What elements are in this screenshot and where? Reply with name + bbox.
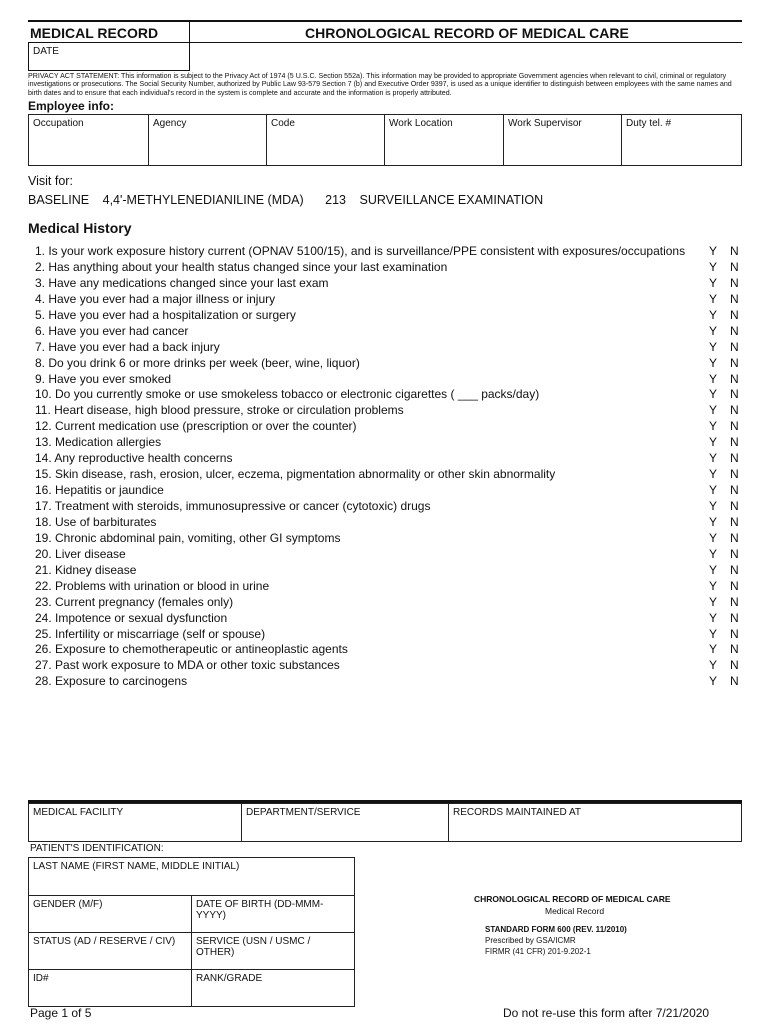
visit-for-label: Visit for: xyxy=(28,174,73,188)
question-row xyxy=(35,435,743,451)
no-option[interactable]: N xyxy=(730,546,739,561)
question-text: 2. Has anything about your health status changed since your last examination xyxy=(35,259,448,274)
no-option[interactable]: N xyxy=(730,435,739,450)
yes-option[interactable]: Y xyxy=(709,578,718,593)
yes-option[interactable]: Y xyxy=(709,642,718,657)
question-row xyxy=(35,483,743,499)
no-option[interactable]: N xyxy=(730,499,739,513)
question-text: 7. Have you ever had a back injury xyxy=(35,339,220,354)
yes-option[interactable]: Y xyxy=(709,562,718,577)
yes-option[interactable]: Y xyxy=(709,483,718,498)
date-box-left xyxy=(28,42,29,71)
no-option[interactable]: N xyxy=(730,562,739,577)
patient-identification-heading: PATIENT'S IDENTIFICATION: xyxy=(30,843,164,854)
question-text: 6. Have you ever had cancer xyxy=(35,323,189,338)
medical-facility-field[interactable]: MEDICAL FACILITY xyxy=(29,804,242,842)
question-row xyxy=(35,451,743,467)
question-text: 4. Have you ever had a major illness or injury xyxy=(35,291,276,306)
agency-field[interactable]: Agency xyxy=(149,115,267,166)
yes-option[interactable]: Y xyxy=(709,259,718,274)
yes-option[interactable]: Y xyxy=(709,658,718,673)
question-text: 21. Kidney disease xyxy=(35,562,137,577)
no-option[interactable]: N xyxy=(730,275,739,290)
question-text: 18. Use of barbiturates xyxy=(35,514,157,529)
question-row xyxy=(35,356,743,372)
no-option[interactable]: N xyxy=(730,244,739,258)
question-text: 22. Problems with urination or blood in urine xyxy=(35,578,270,593)
question-text: 28. Exposure to carcinogens xyxy=(35,674,188,689)
yes-option[interactable]: Y xyxy=(709,546,718,561)
visit-exam: SURVEILLANCE EXAMINATION xyxy=(359,193,544,207)
question-row xyxy=(35,403,743,419)
chronological-record-title: CHRONOLOGICAL RECORD OF MEDICAL CARE xyxy=(305,25,629,41)
no-option[interactable]: N xyxy=(730,467,739,482)
yes-option[interactable]: Y xyxy=(709,674,718,689)
dob-field[interactable]: DATE OF BIRTH (DD-MMM-YYYY) xyxy=(192,896,355,933)
question-row xyxy=(35,642,743,658)
yes-option[interactable]: Y xyxy=(709,530,718,545)
work-location-field[interactable]: Work Location xyxy=(385,115,504,166)
no-option[interactable]: N xyxy=(730,387,739,402)
firmr-reference: FIRMR (41 CFR) 201-9.202-1 xyxy=(485,947,591,956)
no-option[interactable]: N xyxy=(730,291,739,306)
question-text: 3. Have any medications changed since your last exam xyxy=(35,275,329,290)
header-top-rule xyxy=(28,20,742,22)
question-text: 5. Have you ever had a hospitalization or surgery xyxy=(35,307,296,322)
question-text: 13. Medication allergies xyxy=(35,435,162,450)
department-service-field[interactable]: DEPARTMENT/SERVICE xyxy=(242,804,449,842)
question-row xyxy=(35,658,743,674)
question-text: 1. Is your work exposure history current (OPNAV 5100/15), and is surveillance/PPE consistent with exposures/occupations xyxy=(35,244,686,258)
rank-grade-field[interactable]: RANK/GRADE xyxy=(192,970,355,1007)
no-option[interactable]: N xyxy=(730,530,739,545)
question-row xyxy=(35,515,743,531)
work-supervisor-field[interactable]: Work Supervisor xyxy=(504,115,622,166)
visit-code: 213 xyxy=(325,193,347,207)
medical-record-title: MEDICAL RECORD xyxy=(30,25,159,41)
no-option[interactable]: N xyxy=(730,578,739,593)
question-row xyxy=(35,276,743,292)
duty-tel-field[interactable]: Duty tel. # xyxy=(622,115,742,166)
no-option[interactable]: N xyxy=(730,259,739,274)
no-option[interactable]: N xyxy=(730,355,739,370)
no-option[interactable]: N xyxy=(730,514,739,529)
no-option[interactable]: N xyxy=(730,403,739,418)
question-text: 26. Exposure to chemotherapeutic or antineoplastic agents xyxy=(35,642,348,657)
yes-option[interactable]: Y xyxy=(709,514,718,529)
visit-type: BASELINE xyxy=(28,193,90,207)
yes-option[interactable]: Y xyxy=(709,387,718,402)
date-box-bottom xyxy=(28,70,190,71)
service-field[interactable]: SERVICE (USN / USMC / OTHER) xyxy=(192,933,355,970)
status-field[interactable]: STATUS (AD / RESERVE / CIV) xyxy=(29,933,192,970)
records-maintained-field[interactable]: RECORDS MAINTAINED AT xyxy=(449,804,742,842)
yes-option[interactable]: Y xyxy=(709,307,718,322)
yes-option[interactable]: Y xyxy=(709,499,718,513)
no-option[interactable]: N xyxy=(730,658,739,673)
no-option[interactable]: N xyxy=(730,674,739,689)
question-text: 25. Infertility or miscarriage (self or spouse) xyxy=(35,626,266,641)
facility-table xyxy=(28,803,742,842)
header-mid-rule xyxy=(28,42,742,43)
yes-option[interactable]: Y xyxy=(709,323,718,338)
question-text: 17. Treatment with steroids, immunosupressive or cancer (cytotoxic) drugs xyxy=(35,499,431,513)
no-option[interactable]: N xyxy=(730,419,739,434)
question-text: 23. Current pregnancy (females only) xyxy=(35,594,234,609)
yes-option[interactable]: Y xyxy=(709,451,718,466)
question-row xyxy=(35,611,743,627)
question-text: 16. Hepatitis or jaundice xyxy=(35,483,164,498)
question-text: 12. Current medication use (prescription or over the counter) xyxy=(35,419,357,434)
no-option[interactable]: N xyxy=(730,642,739,657)
question-text: 14. Any reproductive health concerns xyxy=(35,451,233,466)
yes-option[interactable]: Y xyxy=(709,467,718,482)
question-text: 19. Chronic abdominal pain, vomiting, other GI symptoms xyxy=(35,530,341,545)
question-row xyxy=(35,531,743,547)
id-field[interactable]: ID# xyxy=(29,970,192,1007)
question-row xyxy=(35,547,743,563)
employee-info-table xyxy=(28,114,742,166)
privacy-act-statement: PRIVACY ACT STATEMENT: This information is subject to the Privacy Act of 1974 (5 U.S.C. Section 552a). This information may be provided to appropriate Government agencies when relevant to civil, criminal or regulatory investigations or prosecutions. The Social Security Number, authorized by Public Law 93-579 Section 7 (b) and Executive Order 9397, is used as a unique identifier to distinguish between employees with the same names and birth dates and to ensure that each individual's record in the system is complete and accurate and the information is properly attributed. xyxy=(28,72,732,97)
no-option[interactable]: N xyxy=(730,307,739,322)
question-text: 10. Do you currently smoke or use smokeless tobacco or electronic cigarettes ( ___ packs/day) xyxy=(35,387,540,402)
gender-field[interactable]: GENDER (M/F) xyxy=(29,896,192,933)
date-label: DATE xyxy=(33,46,59,57)
occupation-field[interactable]: Occupation xyxy=(29,115,149,166)
visit-agent: 4,4'-METHYLENEDIANILINE (MDA) xyxy=(102,193,304,207)
question-row xyxy=(35,627,743,643)
question-row xyxy=(35,579,743,595)
question-row xyxy=(35,372,743,388)
question-row xyxy=(35,324,743,340)
question-text: 8. Do you drink 6 or more drinks per week (beer, wine, liquor) xyxy=(35,355,360,370)
header-divider xyxy=(189,20,190,71)
yes-option[interactable]: Y xyxy=(709,594,718,609)
question-row xyxy=(35,292,743,308)
standard-form-number: STANDARD FORM 600 (REV. 11/2010) xyxy=(485,925,627,934)
footer-form-subtitle: Medical Record xyxy=(545,906,605,916)
footer-form-title: CHRONOLOGICAL RECORD OF MEDICAL CARE xyxy=(474,894,671,904)
no-option[interactable]: N xyxy=(730,483,739,498)
no-option[interactable]: N xyxy=(730,451,739,466)
medical-history-heading: Medical History xyxy=(28,220,132,236)
no-option[interactable]: N xyxy=(730,323,739,338)
last-name-field[interactable]: LAST NAME (FIRST NAME, MIDDLE INITIAL) xyxy=(29,858,355,896)
employee-info-heading: Employee info: xyxy=(28,99,115,113)
yes-option[interactable]: Y xyxy=(709,355,718,370)
yes-option[interactable]: Y xyxy=(709,291,718,306)
question-row xyxy=(35,340,743,356)
no-option[interactable]: N xyxy=(730,626,739,641)
no-option[interactable]: N xyxy=(730,371,739,386)
question-row xyxy=(35,244,743,260)
reuse-notice: Do not re-use this form after 7/21/2020 xyxy=(503,1006,710,1020)
question-text: 24. Impotence or sexual dysfunction xyxy=(35,610,228,625)
question-text: 9. Have you ever smoked xyxy=(35,371,172,386)
prescribed-by: Prescribed by GSA/ICMR xyxy=(485,936,576,945)
yes-option[interactable]: Y xyxy=(709,244,718,258)
question-text: 11. Heart disease, high blood pressure, stroke or circulation problems xyxy=(35,403,404,418)
yes-option[interactable]: Y xyxy=(709,626,718,641)
page-number: Page 1 of 5 xyxy=(30,1006,92,1020)
code-field[interactable]: Code xyxy=(267,115,385,166)
visit-details xyxy=(28,193,543,207)
yes-option[interactable]: Y xyxy=(709,275,718,290)
yes-option[interactable]: Y xyxy=(709,419,718,434)
question-row xyxy=(35,308,743,324)
question-text: 20. Liver disease xyxy=(35,546,126,561)
yes-option[interactable]: Y xyxy=(709,371,718,386)
question-row xyxy=(35,563,743,579)
question-row xyxy=(35,419,743,435)
question-text: 15. Skin disease, rash, erosion, ulcer, eczema, pigmentation abnormality or other skin abnormality xyxy=(35,467,556,482)
question-row xyxy=(35,674,743,690)
yes-option[interactable]: Y xyxy=(709,339,718,354)
yes-option[interactable]: Y xyxy=(709,403,718,418)
yes-option[interactable]: Y xyxy=(709,610,718,625)
medical-history-questions xyxy=(35,244,743,690)
question-text: 27. Past work exposure to MDA or other toxic substances xyxy=(35,658,340,673)
question-row xyxy=(35,387,743,403)
question-row xyxy=(35,499,743,515)
patient-id-table xyxy=(28,857,355,1007)
no-option[interactable]: N xyxy=(730,594,739,609)
no-option[interactable]: N xyxy=(730,339,739,354)
question-row xyxy=(35,467,743,483)
question-row xyxy=(35,595,743,611)
yes-option[interactable]: Y xyxy=(709,435,718,450)
no-option[interactable]: N xyxy=(730,610,739,625)
question-row xyxy=(35,260,743,276)
